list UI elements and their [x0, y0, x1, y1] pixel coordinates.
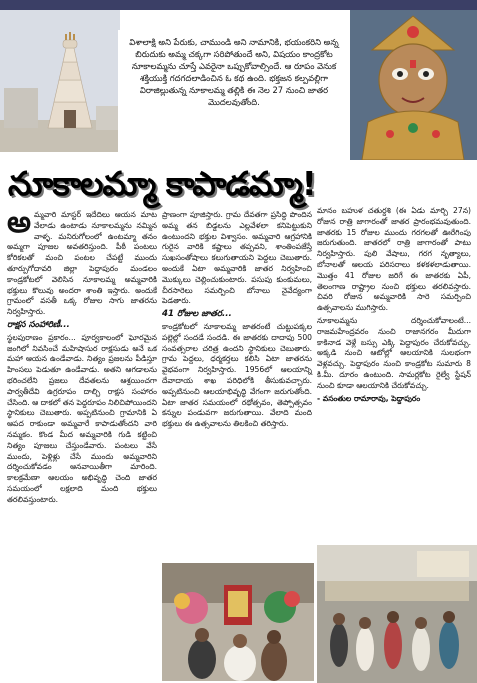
headline-text: నూకాలమ్మా కాపాడమ్మా! [8, 163, 316, 203]
goddess-idol-photo [350, 10, 477, 160]
paragraph: నూకాలమ్మను దర్శించుకోవాలంటే... రాజమహేంద్రవరం నుంచి రాజానగరం మీదుగా కాకినాడ వెళ్లే బస్సు ఎక్కి పెద్దాపురం చేరుకోవచ్చు. అక్కడి నుంచి ఆటోల్లో ఆలయానికి సులభంగా వెళ్లవచ్చు. పెద్దాపురం నుంచి కాండ్రకోట సుమారు 8 కి.మీ. దూరం ఉంటుంది. సామర్లకోట రైల్వే స్టేషన్ నుంచి కూడా ఆలయానికి చేరుకోవచ్చు. [317, 315, 471, 390]
paragraph: కాండ్రకోటలో నూకాలమ్మ జాతరంటే చుట్టుపక్కల పల్లెల్లో సందడే సందడి. ఈ జాతరకు దాదాపు 500 సంవత్సరాల చరిత్ర ఉందని స్థానికులు చెబుతారు. గ్రామ పెద్దలు, ధర్మకర్తలు కలిసి ఏటా జాతరను వైభవంగా నిర్వహిస్తారు. 1956లో ఆలయాన్ని దేవాదాయ శాఖ పరిధిలోకి తీసుకువచ్చారు. అప్పటినుంచి ఆలయాభివృద్ధి వేగంగా జరుగుతోంది. ఏటా జాతర సమయంలో రథోత్సవం, తెప్పోత్సవం కన్నుల పండువగా జరుగుతాయి. వేలాది మంది భక్తులు ఈ ఉత్సవాలను తిలకించి తరిస్తారు. [162, 321, 312, 429]
headline [8, 165, 470, 209]
article-column-2 [162, 210, 312, 432]
paragraph: మానం బహుళ చతుర్దశి (ఈ ఏడు మార్చి 27న) రోజున రాత్రి జాగారంతో జాతర ప్రారంభమవుతుంది. జాతరకు 15 రోజుల ముందు గరగలతో ఊరేగింపు జరుగుతుంది. జాతరలో రాత్రి జాగారంతో పాటు నిర్వహిస్తారు. పులి వేషాలు, గరగ నృత్యాలు, బోనాలతో ఆలయ పరిసరాలు కళకళలాడుతాయి. మొత్తం 41 రోజుల జరిగే ఈ జాతరకు ఏపీ, తెలంగాణ రాష్ట్రాల నుంచి భక్తులు తరలివస్తారు. చివరి రోజున అమ్మవారికి సారె సమర్పించి ఉత్సవాలను ముగిస్తారు. [317, 206, 471, 313]
paragraph [7, 205, 157, 318]
byline: - వసంతుల రామారావు, పెద్దాపురం [317, 393, 421, 403]
goddess-illustration [350, 10, 477, 160]
paragraph: ప్రాణంగా పూజిస్తారు. గ్రామ దేవతగా ప్రసిద్ధి పొందిన అమ్మ తన బిడ్డలను ఎల్లవేళలా కనిపెట్టుకుని ఉంటుందని భక్తుల విశ్వాసం. అమ్మవారి ఆగ్రహానికి గురైన వారికి కష్టాలు తప్పవని, శాంతింపజేస్తే సుఖసంతోషాలు కలుగుతాయని పెద్దలు చెబుతారు. అందుకే ఏటా అమ్మవారికి జాతర నిర్వహించి మొక్కులు చెల్లించుకుంటారు. పసుపు కుంకుమలు, చీరసారెలు సమర్పించి బోనాలు నైవేద్యంగా పెడతారు. [162, 210, 312, 306]
article-column-1 [7, 205, 157, 508]
temple-gopuram-photo [0, 10, 120, 152]
section-subhead: రాక్షస సంహారిణీ... [7, 319, 70, 330]
intro-text: విశాలాక్షి అని పేరుకు, చాముండి అని నామానికి, భయంకరిని అన్న బిరుదుకు అమ్మ చక్కగా సరిపోతుందే అని, విషయం కాంద్రకోట నూకాలమ్మను చూస్తే ఎవరైనా ఒప్పుకోవాల్సిందే. ఆ రూపం వెనుక శక్తియుక్తి గదగదలాడించిన ఓ కథ ఉంది. భక్తజన కల్పవల్లిగా విరాజిల్లుతున్న నూకాలమ్మ తల్లికి ఈ నెల 27 నుంచి జాతర మొదలవుతోంది. [118, 30, 350, 158]
paragraph: స్థలపురాణం ప్రకారం... పూర్వకాలంలో ఘోరమైన జంగిలో నివసించే మహిషాసుర రాక్షసుడు అనే ఒక మహా ఆయన ఉండేవాడు. నిత్యం ప్రజలను పీడిస్తూ హింసలు పెడుతూ ఉండేవాడు. అతని ఆగడాలను భరించలేని ప్రజలు దేవతలను ఆశ్రయించగా పార్వతీదేవి ఉగ్రరూపం దాల్చి రాక్షస సంహారం చేసింది. ఆ దాకలో తన పెద్దరూపం నిలిచిపోయిందని స్థానికులు చెబుతారు. అప్పటినుంచి గ్రామానికి ఏ ఆపద రాకుండా అమ్మవారే కాపాడుతోందని వారి నమ్మకం. కొండ మీద అమ్మవారికి గుడి కట్టించి నిత్యం పూజలు చేస్తుండేవారు. పంటలు వేసే ముందు, పెళ్లిళ్లు చేసే ముందు అమ్మవారిని దర్శించుకోవడం ఆనవాయితీగా మారింది. కాలక్రమేణా ఆలయం అభివృద్ధి చెంది జాతర సమయంలో లక్షలాది మంది భక్తులు తరలివస్తుంటారు. [7, 332, 157, 504]
temple-illustration [0, 10, 120, 152]
dropcap: అ [7, 205, 31, 240]
article-column-3 [317, 206, 471, 406]
header-bar [0, 0, 477, 10]
procession-illustration [162, 563, 314, 681]
temple-street-crowd-photo [317, 545, 477, 683]
devotees-procession-photo [162, 563, 314, 681]
section-subhead: 41 రోజుల జాతర... [162, 309, 232, 320]
street-illustration [317, 545, 477, 683]
paragraph-text: మ్మవారి మాస్టర్ ఇదేదిలు ఆయన మాట వేలాడు ఉంటాడు నూకాలమ్మను నమ్మిన వాళ్ళ. మనిరుగోలంలో ఉంటమ్మా తనం అమ్మగా పూజల అవతరిస్తుంది. పీఠీ పంటలు కోరికలతో మంచి పంటల చేపట్టే ముందు తూర్పుగోదావరి జిల్లా పెద్దాపురం మండలం కాండ్రకోటలో వెలిసిన నూకాలమ్మ అమ్మవారికి భక్తులు కొలువు అందరా శాంతి ఇస్తారు. అందుకే గ్రామంలో వసతీ ఒక్క రోజుల సాగు జాతరను నిర్వహిస్తారు. [7, 210, 157, 317]
